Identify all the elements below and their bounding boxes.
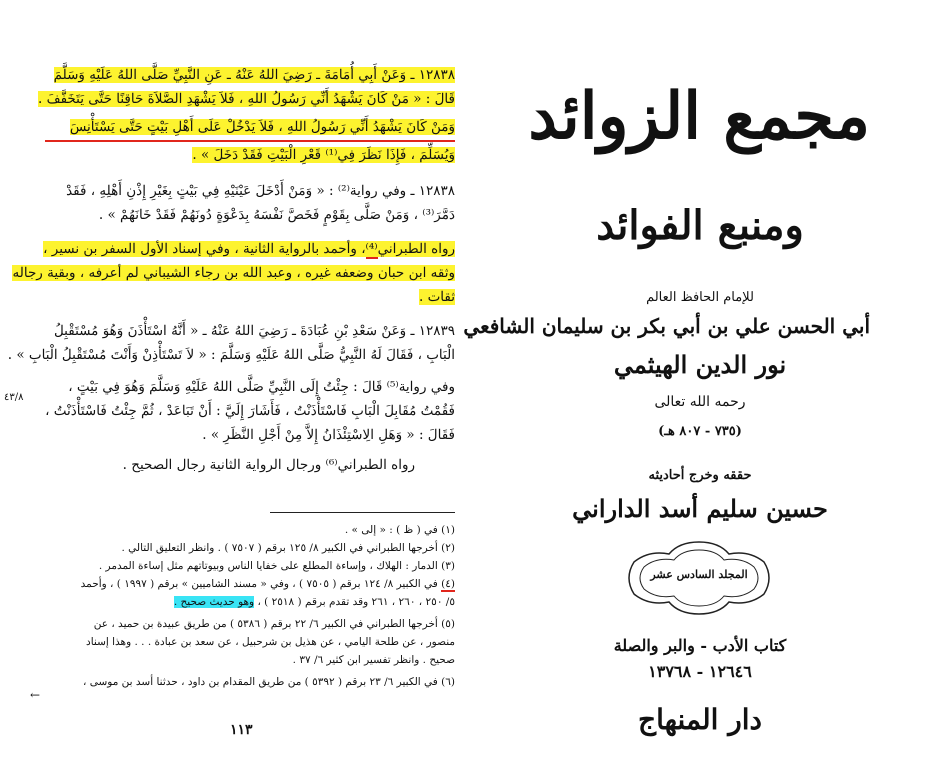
hadith-3-line-5: فَقَالَ : « وَهَلِ الِاسْتِئْذَانُ إِلاَّ مِنْ أَجْلِ النَّظَرِ » . xyxy=(202,427,455,443)
hadith-2-narration-3 xyxy=(45,286,455,310)
narration-3-text: ثقات . xyxy=(419,289,455,305)
hadith-2-line-1: ١٢٨٣٨ ـ وفي رواية⁽²⁾ : « وَمَنْ أَدْخَلَ عَيْنَيْهِ فِي بَيْتٍ بِغَيْرِ إِذْنِ أَهْلِهِ ، فَقَدْ xyxy=(66,183,455,199)
hadith-1-line-1 xyxy=(45,64,455,88)
narration-1-ref: ⁽⁴⁾ xyxy=(365,241,378,257)
footnote-5: (٥) أخرجها الطبراني في الكبير ٦/ ٢٢ برقم ( ٥٣٨٦ ) من طريق عبيدة بن حميد ، عن xyxy=(93,618,455,630)
author-intro: للإمام الحافظ العالم xyxy=(646,290,754,305)
footnote-divider xyxy=(270,512,455,513)
footnote-4-highlight: وهو حديث صحيح . xyxy=(173,596,255,608)
editor-intro: حققه وخرج أحاديثه xyxy=(648,468,752,483)
publisher-logo: دار المنهاج xyxy=(638,703,762,736)
author-blessing: رحمه الله تعالى xyxy=(654,394,746,410)
hadith-1-line-3-text: وَمَنْ كَانَ يَشْهَدُ أَنِّي رَسُولُ اللهِ ، فَلاَ يَدْخُلْ عَلَى أَهْلِ بَيْتٍ حَتَّى يَسْتَأْنِسَ xyxy=(69,119,455,135)
editor-name: حسين سليم أسد الداراني xyxy=(572,494,828,523)
hadith-range: ١٢٦٤٦ - ١٣٧٦٨ xyxy=(648,662,752,681)
hadith-2-narration-1 xyxy=(45,238,455,262)
right-page xyxy=(463,0,926,779)
book-title-sub: ومنبع الفوائد xyxy=(596,202,804,249)
hadith-3-line-2: الْبَابِ ، فَقَالَ لَهُ النَّبِيُّ صَلَّى اللهُ عَلَيْهِ وَسَلَّمَ : « لاَ تَسْتَأْذِنْ وَأَنْتَ مُسْتَقْبِلُ الْبَابِ » . xyxy=(7,347,455,363)
hadith-1 xyxy=(38,64,455,168)
footnote-1: (١) في ( ظ ) : « إلى » . xyxy=(344,524,455,536)
hadith-3-line-1: ١٢٨٣٩ ـ وَعَنْ سَعْدِ بْنِ عُبَادَةَ ـ رَضِيَ اللهُ عَنْهُ ـ « أَنَّهُ اسْتَأْذَنَ وَهُوَ مُسْتَقْبِلُ xyxy=(53,323,455,339)
footnote-3: (٣) الدمار : الهلاك ، وإساءة المطلع على خفايا الناس وبيوتاتهم مثل إساءة المدمر . xyxy=(98,560,455,572)
hadith-1-line-4 xyxy=(45,144,455,168)
hadith-3-narration: رواه الطبراني⁽⁶⁾ ورجال الرواية الثانية رجال الصحيح . xyxy=(122,457,415,473)
author-name-line-2: نور الدين الهيثمي xyxy=(613,350,787,379)
continue-arrow-icon: ← xyxy=(30,688,41,702)
footnote-5-line-2: منصور ، عن طلحة اليامي ، عن هذيل بن شرحبيل ، عن سعد بن عبادة . . . وهذا إسناد xyxy=(86,636,455,648)
footnote-4-text: في الكبير ٨/ ١٢٤ برقم ( ٧٥٠٥ ) ، وفي « مسند الشاميين » برقم ( ١٩٩٧ ) ، وأحمد xyxy=(80,578,438,590)
hadith-2 xyxy=(12,180,455,310)
footnote-4-number: (٤) xyxy=(441,578,455,590)
volume-label: المجلد السادس عشر xyxy=(650,568,748,581)
book-section-title: كتاب الأدب - والبر والصلة xyxy=(613,636,787,655)
narration-2-text: وثقه ابن حبان وضعفه غيره ، وعبد الله بن رجاء الشيباني لم أعرفه ، وبقية رجاله xyxy=(12,265,455,281)
hadith-3-line-3: وفي رواية⁽⁵⁾ قَالَ : جِئْتُ إِلَى النَّبِيِّ صَلَّى اللهُ عَلَيْهِ وَسَلَّمَ وَهُوَ فِي بَيْتٍ ، xyxy=(68,379,455,395)
footnote-2: (٢) أخرجها الطبراني في الكبير ٨/ ١٢٥ برقم ( ٧٥٠٧ ) . وانظر التعليق التالي . xyxy=(121,542,455,554)
margin-reference: ٤٣/٨ xyxy=(4,392,24,403)
hadith-3-line-4: فَقُمْتُ مُقَابِلَ الْبَابِ فَاسْتَأْذَنْتُ ، فَأَشَارَ إِلَيَّ : أَنْ تَبَاعَدْ ، ثُمَّ جِئْتُ فَاسْتَأْذَنْتُ ، xyxy=(45,403,455,419)
author-name-line-1: أبي الحسن علي بن أبي بكر بن سليمان الشافعي xyxy=(463,314,870,338)
footnote-5-line-3: صحيح . وانظر تفسير ابن كثير ٦/ ٣٧ . xyxy=(292,654,455,666)
hadith-1-line-2 xyxy=(38,88,455,112)
hadith-1-line-1-text: ١٢٨٣٨ ـ وَعَنْ أَبِي أُمَامَةَ ـ رَضِيَ اللهُ عَنْهُ ـ عَنِ النَّبِيِّ صَلَّى اللهُ عَلَيْهِ وَسَلَّمَ xyxy=(53,67,455,83)
book-title-main: مجمع الزوائد xyxy=(528,79,870,154)
footnote-4-cont-text: ٥/ ٢٥٠ ، ٢٦٠ ، ٢٦١ وقد تقدم برقم ( ٢٥١٨ ) ، xyxy=(257,596,455,608)
footnotes xyxy=(40,522,455,692)
hadith-1-line-3 xyxy=(45,116,455,142)
footnote-4-continued xyxy=(40,594,455,612)
hadith-1-line-2-text: قَالَ : « مَنْ كَانَ يَشْهَدُ أَنِّي رَسُولُ اللهِ ، فَلاَ يَشْهَدِ الصَّلاَةَ حَاقِنًا حَتَّى يَتَخَفَّفَ . xyxy=(38,91,455,107)
hadith-2-narration-2 xyxy=(12,262,455,286)
hadith-2-line-2: دَمَّرَ⁽³⁾ ، وَمَنْ صَلَّى بِقَوْمٍ فَخَصَّ نَفْسَهُ بِدَعْوَةٍ دُونَهُمْ فَقَدْ خَانَهُمْ » . xyxy=(98,207,455,223)
hadith-1-line-4-text: وَيُسَلِّمَ ، فَإِذَا نَظَرَ فِي⁽¹⁾ قَعْرِ الْبَيْتِ فَقَدْ دَخَلَ » . xyxy=(192,147,455,163)
footnote-4 xyxy=(40,576,455,594)
narration-1-rest: ، وأحمد بالرواية الثانية ، وفي إسناد الأول السفر بن نسير ، xyxy=(43,241,366,257)
volume-ornament xyxy=(624,540,774,616)
author-dates: (٧٣٥ - ٨٠٧ هـ) xyxy=(658,424,742,439)
page-number: ١١٣ xyxy=(230,722,253,738)
narration-1-source: رواه الطبراني xyxy=(377,241,455,257)
footnote-6: (٦) في الكبير ٦/ ٢٣ برقم ( ٥٣٩٢ ) من طريق المقدام بن داود ، حدثنا أسد بن موسى ، xyxy=(83,676,455,688)
